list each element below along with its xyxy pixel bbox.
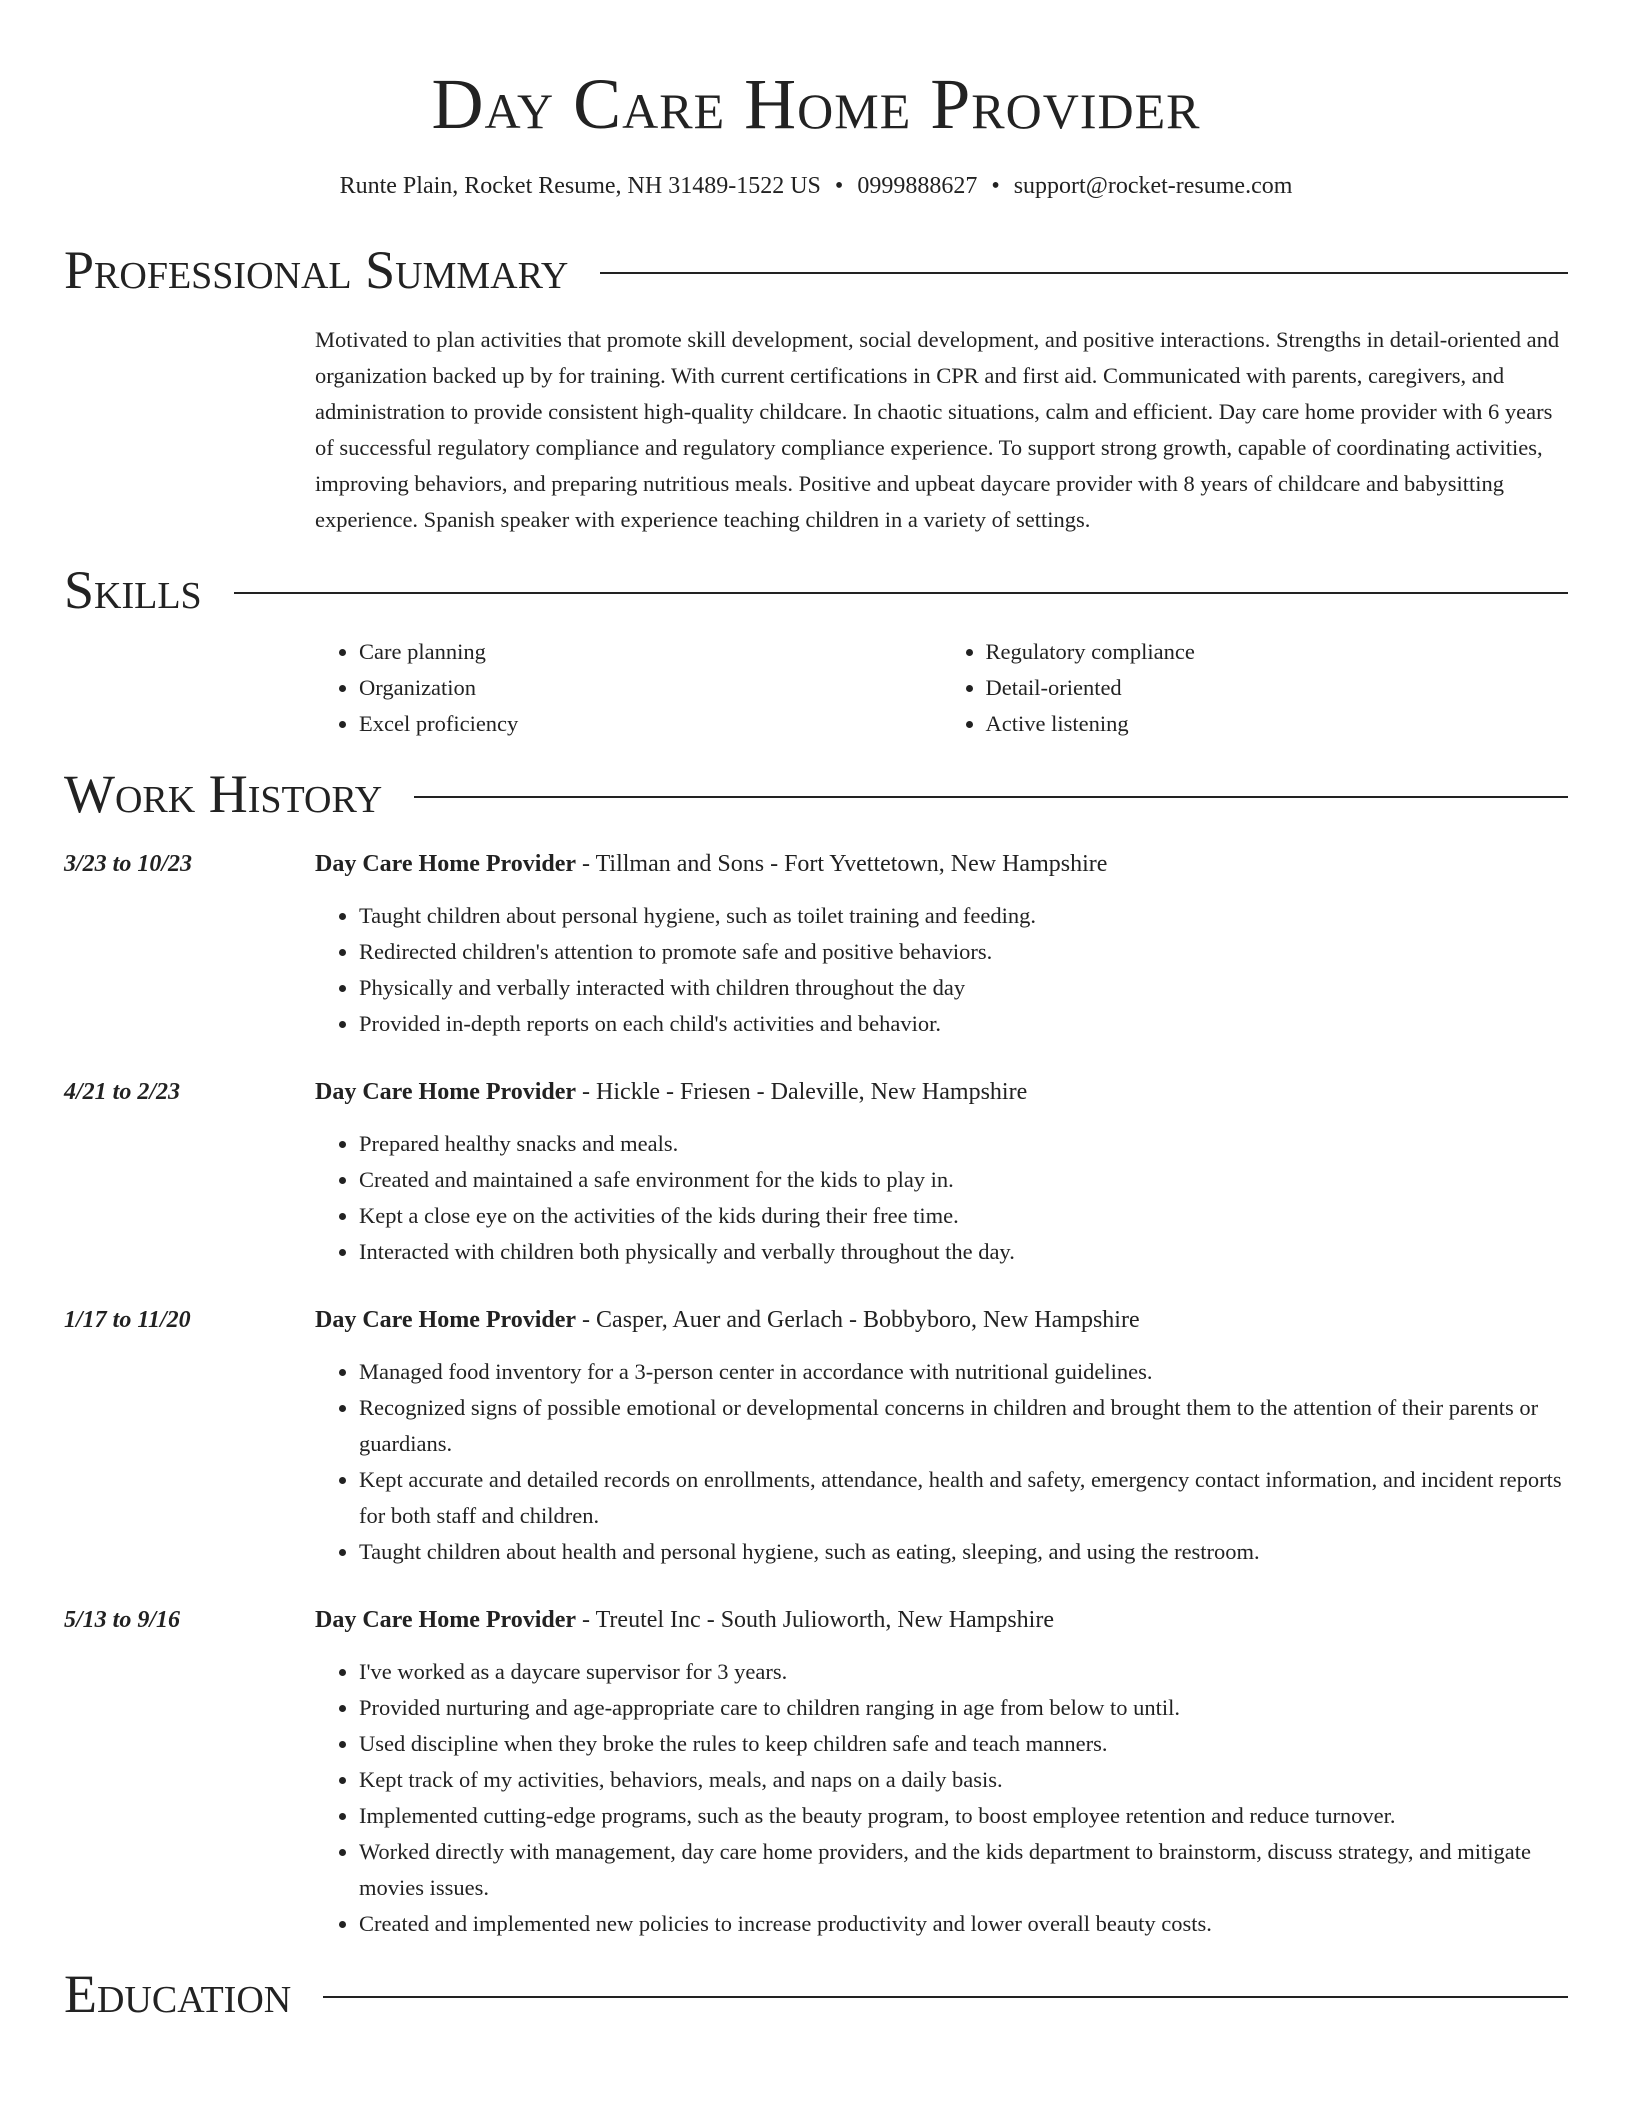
work-section-header (64, 764, 1568, 824)
work-history (64, 846, 1568, 1942)
job-duty: • Kept a close eye on the activities of the kids during their free time. (359, 1198, 1568, 1234)
job-company: - Casper, Auer and Gerlach - Bobbyboro, New Hampshire (576, 1307, 1140, 1333)
job-duty: • Worked directly with management, day care home providers, and the kids department to brainstorm, discuss strategy, and mitigate movies issues. (359, 1834, 1568, 1906)
skill-item: • Care planning (359, 634, 942, 670)
job-company: - Treutel Inc - South Julioworth, New Hampshire (576, 1607, 1054, 1633)
job-duty: • Implemented cutting-edge programs, such as the beauty program, to boost employee retention and reduce turnover. (359, 1798, 1568, 1834)
contact-separator: • (991, 173, 1000, 199)
contact-email: support@rocket-resume.com (1013, 173, 1293, 199)
skills-section-header (64, 560, 1568, 620)
job-duty: • Physically and verbally interacted with children throughout the day (359, 970, 1568, 1006)
professional-summary: Motivated to plan activities that promote skill development, social development, and positive interactions. Strengths in detail-oriented and organization backed up by for training. With current certifications in CPR and first aid. Communicated with parents, caregivers, and administration to provide consistent high-quality childcare. In chaotic situations, calm and efficient. Day care home provider with 6 years of successful regulatory compliance and regulatory compliance experience. To support strong growth, capable of coordinating activities, improving behaviors, and preparing nutritious meals. Positive and upbeat daycare provider with 8 years of childcare and babysitting experience. Spanish speaker with experience teaching children in a variety of settings. (315, 327, 1560, 532)
skill-item: • Detail-oriented (986, 670, 1569, 706)
contact-address: Runte Plain, Rocket Resume, NH 31489-1522 US (339, 173, 821, 199)
job-title: Day Care Home Provider (315, 1307, 577, 1333)
job-title: Day Care Home Provider (315, 1607, 577, 1633)
job-duty: • Kept track of my activities, behaviors, meals, and naps on a daily basis. (359, 1762, 1568, 1798)
candidate-name: Day Care Home Provider (431, 64, 1201, 144)
job-duty: • Kept accurate and detailed records on enrollments, attendance, health and safety, emergency contact information, and incident reports for both staff and children. (359, 1462, 1568, 1534)
skills-list (315, 634, 1568, 742)
job-duty: • Taught children about health and personal hygiene, such as eating, sleeping, and using the restroom. (359, 1534, 1568, 1570)
job-dates: 1/17 to 11/20 (64, 1307, 191, 1333)
job-entry (64, 1602, 1568, 1942)
summary-section-header (64, 240, 1568, 300)
job-heading (315, 1074, 1568, 1110)
skill-item: • Active listening (986, 706, 1569, 742)
job-heading (315, 1302, 1568, 1338)
job-duty: • Created and maintained a safe environment for the kids to play in. (359, 1162, 1568, 1198)
job-duty: • Recognized signs of possible emotional or developmental concerns in children and brought them to the attention of their parents or guardians. (359, 1390, 1568, 1462)
section-divider (414, 796, 1568, 798)
skill-item: • Regulatory compliance (986, 634, 1569, 670)
job-duties (315, 1126, 1568, 1270)
job-duty: • Redirected children's attention to promote safe and positive behaviors. (359, 934, 1568, 970)
job-duties (315, 898, 1568, 1042)
job-duty: • Used discipline when they broke the rules to keep children safe and teach manners. (359, 1726, 1568, 1762)
job-dates: 5/13 to 9/16 (64, 1607, 181, 1633)
job-title: Day Care Home Provider (315, 851, 577, 877)
job-duty: • Taught children about personal hygiene, such as toilet training and feeding. (359, 898, 1568, 934)
education-section-title: Education (64, 1964, 292, 2024)
contact-phone: 0999888627 (857, 173, 978, 199)
skills-column-left (315, 634, 942, 742)
summary-section-title: Professional Summary (64, 240, 569, 300)
job-duties (315, 1654, 1568, 1942)
job-duty: • Managed food inventory for a 3-person center in accordance with nutritional guidelines. (359, 1354, 1568, 1390)
contact-line (64, 170, 1568, 202)
section-divider (323, 1996, 1568, 1998)
job-title: Day Care Home Provider (315, 1079, 577, 1105)
skill-item: • Organization (359, 670, 942, 706)
skill-item: • Excel proficiency (359, 706, 942, 742)
work-section-title: Work History (64, 764, 383, 824)
job-duty: • Interacted with children both physically and verbally throughout the day. (359, 1234, 1568, 1270)
job-entry (64, 1302, 1568, 1570)
job-dates: 4/21 to 2/23 (64, 1079, 181, 1105)
section-divider (234, 592, 1568, 594)
job-entry (64, 1074, 1568, 1270)
skills-column-right (942, 634, 1569, 742)
job-company: - Hickle - Friesen - Daleville, New Hampshire (576, 1079, 1028, 1105)
job-duty: • I've worked as a daycare supervisor for 3 years. (359, 1654, 1568, 1690)
section-divider (600, 272, 1568, 274)
contact-separator: • (834, 173, 844, 199)
skills-section-title: Skills (64, 560, 202, 620)
job-entry (64, 846, 1568, 1042)
job-duty: • Provided in-depth reports on each child's activities and behavior. (359, 1006, 1568, 1042)
job-dates: 3/23 to 10/23 (64, 851, 193, 877)
job-duty: • Provided nurturing and age-appropriate care to children ranging in age from below to until. (359, 1690, 1568, 1726)
education-section-header (64, 1964, 1568, 2024)
job-company: - Tillman and Sons - Fort Yvettetown, New Hampshire (576, 851, 1108, 877)
job-duty: • Prepared healthy snacks and meals. (359, 1126, 1568, 1162)
job-heading (315, 1602, 1568, 1638)
job-heading (315, 846, 1568, 882)
job-duty: • Created and implemented new policies to increase productivity and lower overall beauty costs. (359, 1906, 1568, 1942)
job-duties (315, 1354, 1568, 1570)
